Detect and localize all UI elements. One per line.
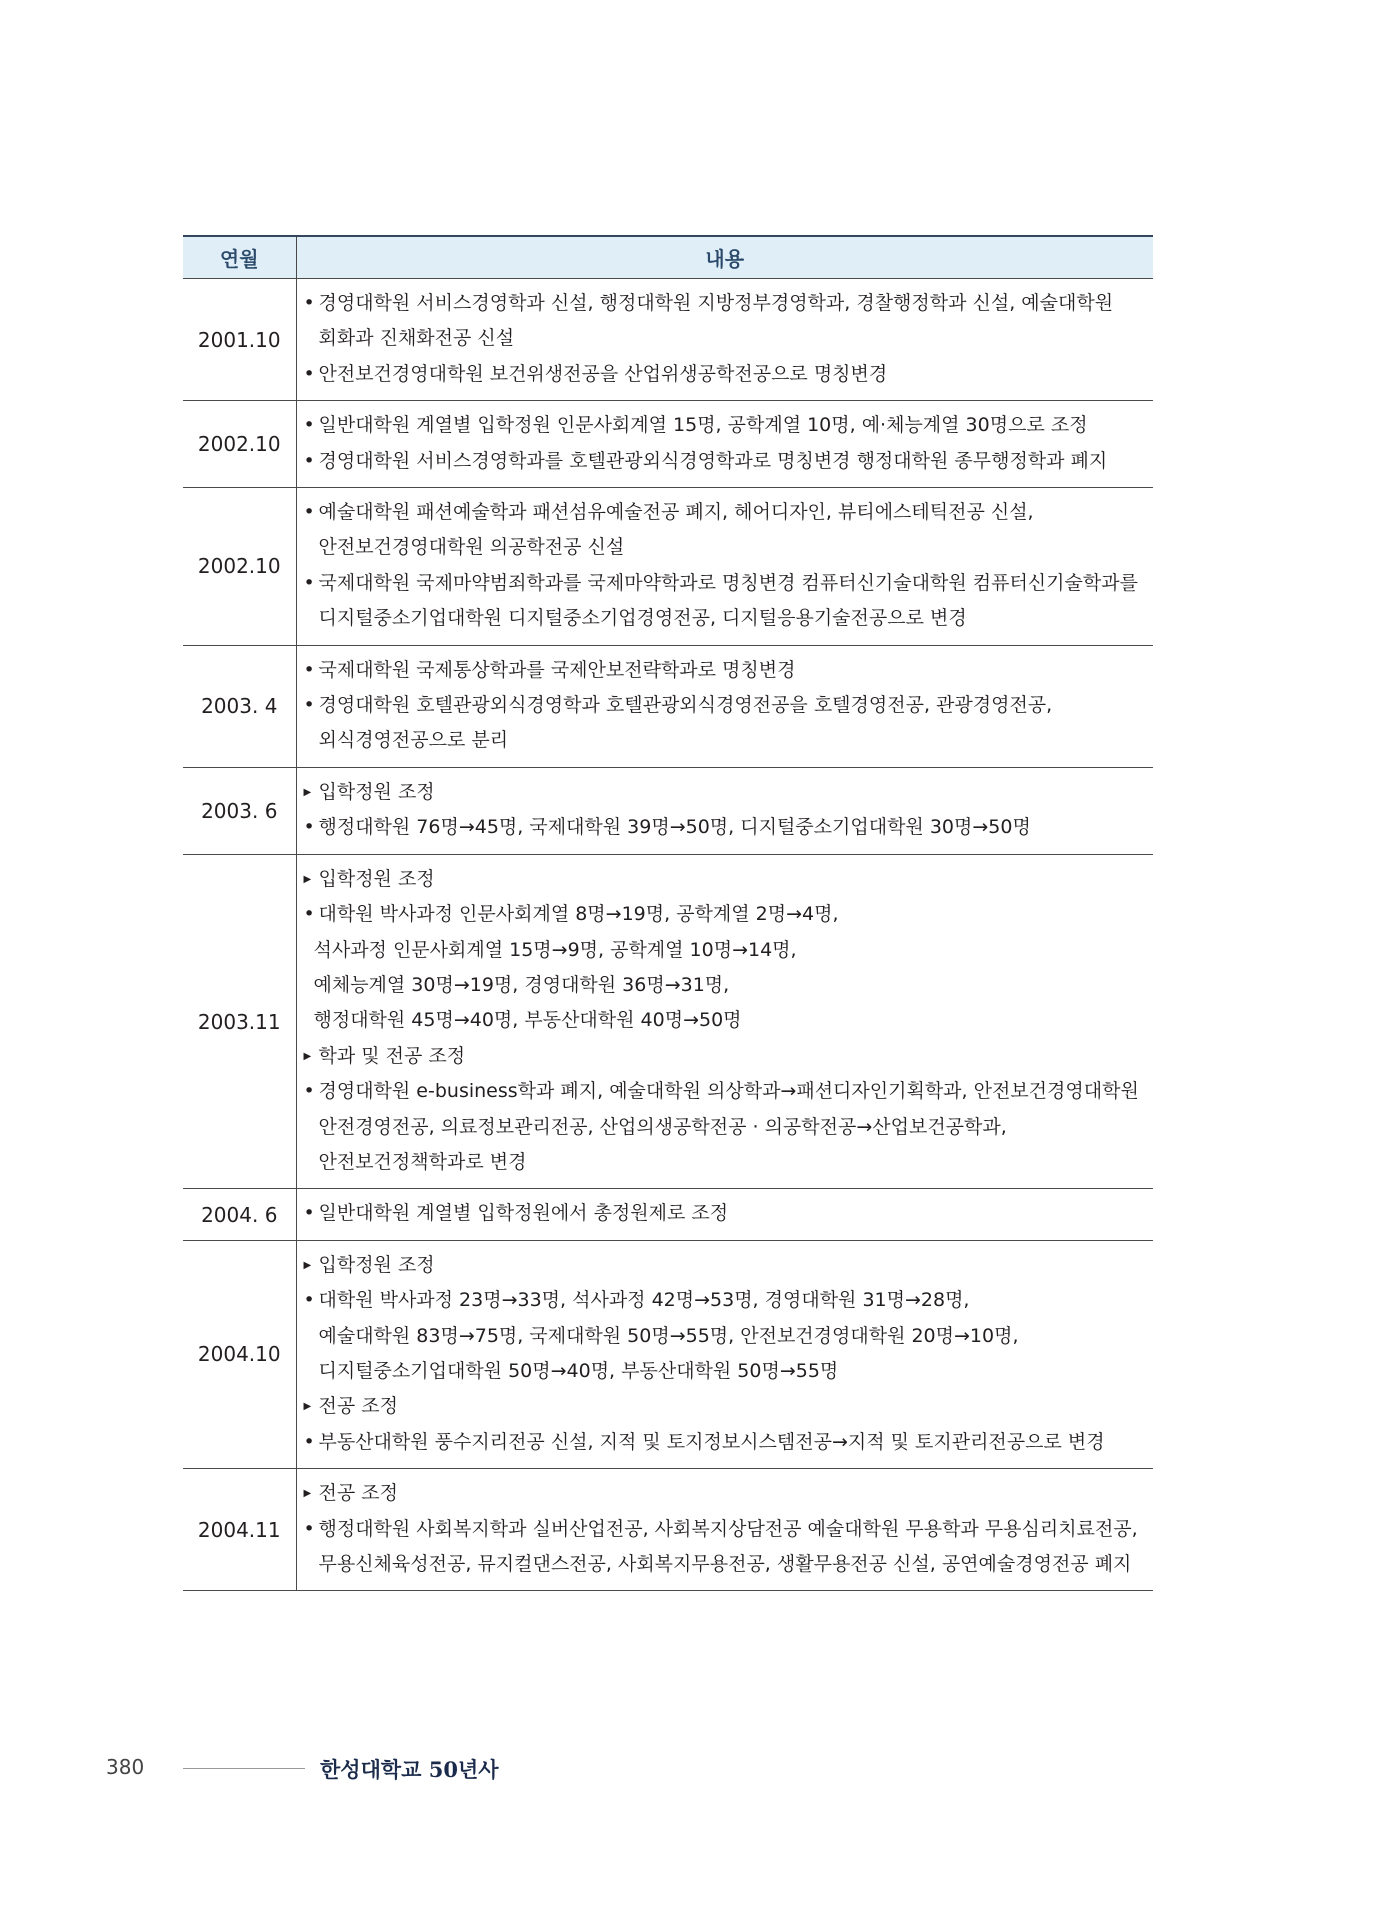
line-text: 대학원 박사과정 인문사회계열 8명→19명, 공학계열 2명→4명,: [318, 903, 839, 926]
content-line: [304, 444, 1154, 479]
table-header-row: [183, 236, 1153, 279]
line-text: 학과 및 전공 조정: [318, 1044, 466, 1067]
footer-divider: [183, 1768, 305, 1769]
bullet-icon: •: [303, 694, 315, 717]
line-text: 행정대학원 45명→40명, 부동산대학원 40명→50명: [313, 1009, 742, 1032]
table-row: [183, 1189, 1153, 1240]
content-line: [304, 1145, 1154, 1180]
row-date: 2004.10: [183, 1240, 296, 1468]
line-text: 일반대학원 계열별 입학정원 인문사회계열 15명, 공학계열 10명, 예·체능계열 30명으로 조정: [318, 414, 1088, 437]
row-content: [296, 854, 1153, 1189]
header-content: 내용: [296, 236, 1153, 279]
line-text: 예체능계열 30명→19명, 경영대학원 36명→31명,: [313, 973, 730, 996]
line-text: 무용신체육성전공, 뮤지컬댄스전공, 사회복지무용전공, 생활무용전공 신설, 공연예술경영전공 폐지: [318, 1553, 1132, 1575]
bullet-icon: •: [303, 292, 315, 314]
bullet-icon: •: [303, 903, 315, 926]
line-text: 행정대학원 76명→45명, 국제대학원 39명→50명, 디지털중소기업대학원 30명→50명: [318, 816, 1031, 839]
table-row: [183, 1240, 1153, 1468]
triangle-bullet-icon: ▶: [303, 1050, 312, 1062]
row-date: 2003. 6: [183, 767, 296, 854]
row-content: [296, 1469, 1153, 1591]
line-text: 회화과 진채화전공 신설: [318, 327, 515, 350]
content-line: [304, 1354, 1154, 1389]
line-text: 행정대학원 사회복지학과 실버산업전공, 사회복지상담전공 예술대학원 무용학과 무용심리치료전공,: [318, 1517, 1138, 1540]
row-date: 2001.10: [183, 279, 296, 401]
line-text: 경영대학원 호텔관광외식경영학과 호텔관광외식경영전공을 호텔경영전공, 관광경영전공,: [318, 694, 1053, 717]
content-line: [304, 408, 1154, 443]
line-text: 안전보건경영대학원 보건위생전공을 산업위생공학전공으로 명칭변경: [318, 362, 888, 385]
content-line: [304, 723, 1154, 758]
content-line: [304, 1476, 1154, 1511]
line-text: 전공 조정: [318, 1395, 398, 1418]
bullet-icon: •: [303, 571, 315, 594]
history-table: [183, 235, 1153, 1591]
content-line: [304, 968, 1154, 1003]
bullet-icon: •: [303, 501, 315, 524]
content-line: [304, 775, 1154, 810]
line-text: 외식경영전공으로 분리: [318, 729, 509, 752]
content-line: [304, 566, 1154, 601]
triangle-bullet-icon: ▶: [303, 873, 312, 885]
table-row: [183, 767, 1153, 854]
line-text: 석사과정 인문사회계열 15명→9명, 공학계열 10명→14명,: [313, 938, 797, 961]
content-line: [304, 1003, 1154, 1038]
row-date: 2003.11: [183, 854, 296, 1189]
line-text: 예술대학원 83명→75명, 국제대학원 50명→55명, 안전보건경영대학원 20명→10명,: [318, 1324, 1019, 1347]
line-text: 대학원 박사과정 23명→33명, 석사과정 42명→53명, 경영대학원 31명→28명,: [318, 1289, 970, 1312]
bullet-icon: •: [303, 1430, 315, 1453]
bullet-icon: •: [303, 1517, 315, 1540]
table-row: [183, 279, 1153, 401]
content-line: [304, 1319, 1154, 1354]
line-text: 전공 조정: [318, 1482, 398, 1505]
bullet-icon: •: [303, 1080, 315, 1103]
row-date: 2002.10: [183, 401, 296, 488]
table-body: [183, 279, 1153, 1591]
line-text: 입학정원 조정: [318, 780, 435, 803]
table-row: [183, 1469, 1153, 1591]
page-number: 380: [106, 1755, 145, 1779]
content-line: [304, 897, 1154, 932]
line-text: 일반대학원 계열별 입학정원에서 총정원제로 조정: [318, 1202, 729, 1225]
triangle-bullet-icon: ▶: [303, 1401, 312, 1413]
row-content: [296, 1240, 1153, 1468]
row-content: [296, 401, 1153, 488]
header-date: 연월: [183, 236, 296, 279]
row-content: [296, 279, 1153, 401]
row-content: [296, 767, 1153, 854]
content-line: [304, 321, 1154, 356]
bullet-icon: •: [303, 449, 315, 472]
line-text: 디지털중소기업대학원 50명→40명, 부동산대학원 50명→55명: [318, 1359, 839, 1382]
content-line: [304, 530, 1154, 565]
line-text: 경영대학원 e-business학과 폐지, 예술대학원 의상학과→패션디자인기획학과, 안전보건경영대학원: [318, 1080, 1139, 1103]
line-text: 안전경영전공, 의료정보관리전공, 산업의생공학전공 · 의공학전공→산업보건공학과,: [318, 1115, 1007, 1138]
content-line: [304, 653, 1154, 688]
bullet-icon: •: [303, 362, 315, 385]
row-date: 2002.10: [183, 488, 296, 646]
content-line: [304, 495, 1154, 530]
table-row: [183, 488, 1153, 646]
line-text: 국제대학원 국제통상학과를 국제안보전략학과로 명칭변경: [318, 658, 796, 681]
row-date: 2003. 4: [183, 645, 296, 767]
table-row: [183, 645, 1153, 767]
line-text: 부동산대학원 풍수지리전공 신설, 지적 및 토지정보시스템전공→지적 및 토지관리전공으로 변경: [318, 1430, 1105, 1453]
content-line: [304, 1512, 1154, 1547]
line-text: 입학정원 조정: [318, 1253, 435, 1276]
line-text: 국제대학원 국제마약범죄학과를 국제마약학과로 명칭변경 컴퓨터신기술대학원 컴퓨터신기술학과를: [318, 571, 1138, 594]
bullet-icon: •: [303, 414, 315, 437]
content-line: [304, 1196, 1154, 1231]
content-line: [304, 1110, 1154, 1145]
content-line: [304, 688, 1154, 723]
content-line: [304, 286, 1154, 321]
line-text: 예술대학원 패션예술학과 패션섬유예술전공 폐지, 헤어디자인, 뷰티에스테틱전공 신설,: [318, 501, 1034, 524]
row-content: [296, 645, 1153, 767]
row-date: 2004. 6: [183, 1189, 296, 1240]
row-content: [296, 1189, 1153, 1240]
content-line: [304, 357, 1154, 392]
content-line: [304, 1074, 1154, 1109]
table-row: [183, 854, 1153, 1189]
content-line: [304, 1425, 1154, 1460]
row-content: [296, 488, 1153, 646]
content-line: [304, 933, 1154, 968]
content-line: [304, 1039, 1154, 1074]
content-line: [304, 1389, 1154, 1424]
line-text: 경영대학원 서비스경영학과 신설, 행정대학원 지방정부경영학과, 경찰행정학과 신설, 예술대학원: [318, 292, 1114, 314]
content-line: [304, 1248, 1154, 1283]
content-line: [304, 1547, 1154, 1582]
triangle-bullet-icon: ▶: [303, 1259, 312, 1271]
row-date: 2004.11: [183, 1469, 296, 1591]
content-line: [304, 862, 1154, 897]
content-line: [304, 810, 1154, 845]
bullet-icon: •: [303, 1202, 315, 1225]
book-title: 한성대학교 50년사: [320, 1757, 499, 1782]
bullet-icon: •: [303, 816, 315, 839]
line-text: 안전보건정책학과로 변경: [318, 1150, 527, 1173]
content-line: [304, 601, 1154, 636]
bullet-icon: •: [303, 1289, 315, 1312]
line-text: 경영대학원 서비스경영학과를 호텔관광외식경영학과로 명칭변경 행정대학원 종무행정학과 폐지: [318, 449, 1108, 472]
content-line: [304, 1283, 1154, 1318]
line-text: 안전보건경영대학원 의공학전공 신설: [318, 536, 625, 559]
triangle-bullet-icon: ▶: [303, 1488, 312, 1500]
bullet-icon: •: [303, 658, 315, 681]
line-text: 디지털중소기업대학원 디지털중소기업경영전공, 디지털응용기술전공으로 변경: [318, 607, 967, 630]
table-row: [183, 401, 1153, 488]
line-text: 입학정원 조정: [318, 867, 435, 890]
triangle-bullet-icon: ▶: [303, 786, 312, 798]
